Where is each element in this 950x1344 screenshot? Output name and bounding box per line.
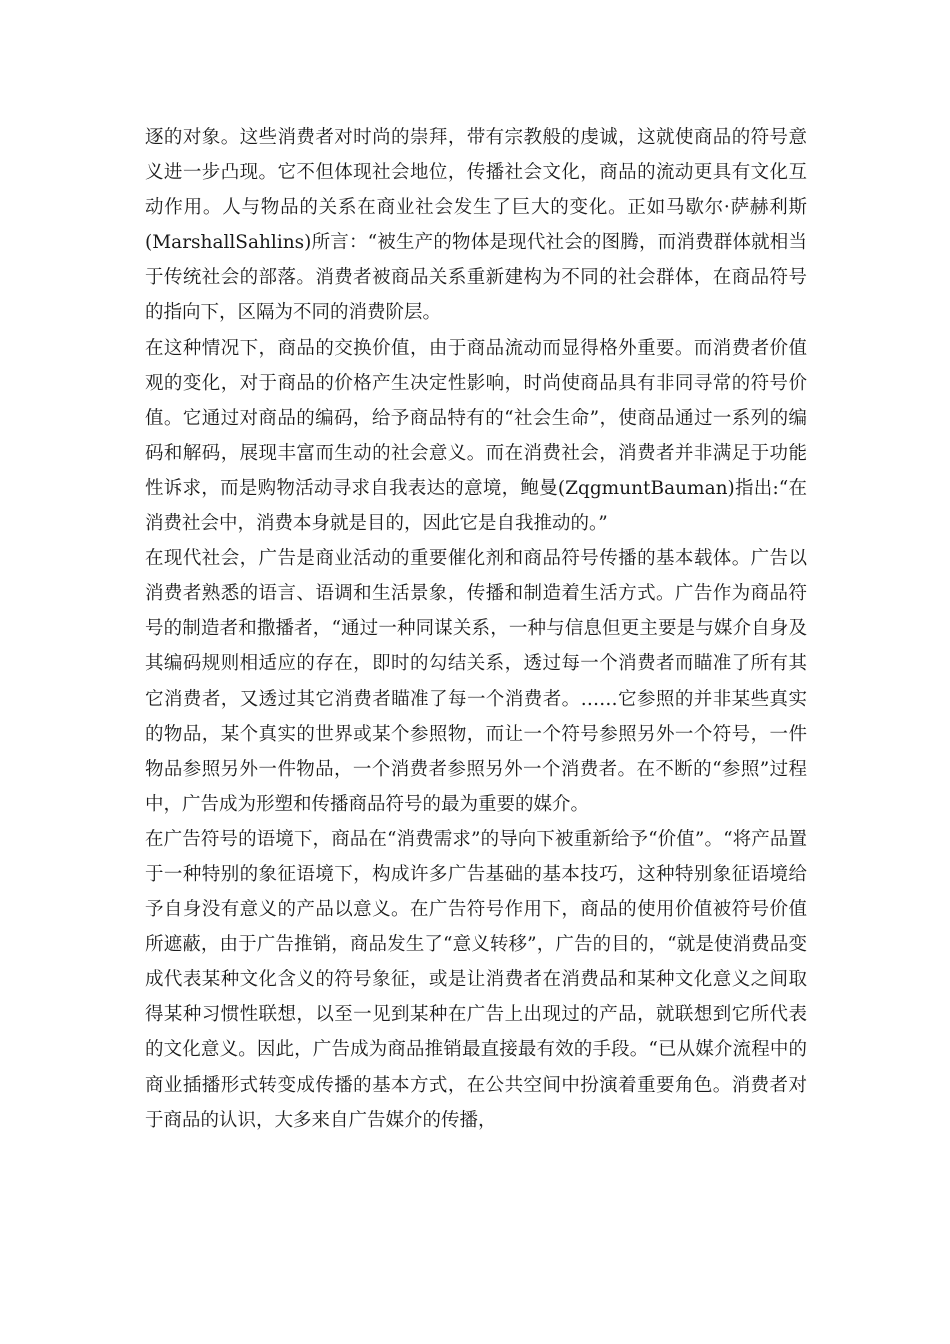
paragraph-1: 逐的对象。这些消费者对时尚的崇拜，带有宗教般的虔诚，这就使商品的符号意义进一步凸现。它不但体现社会地位，传播社会文化，商品的流动更具有文化互动作用。人与物品的关系在商业社会发生了巨大的变化。正如马歇尔·萨赫利斯(MarshallSahlins)所言：“被生产的物体是现代社会的图腾，而消费群体就相当于传统社会的部落。消费者被商品关系重新建构为不同的社会群体，在商品符号的指向下，区隔为不同的消费阶层。 <box>145 127 807 324</box>
paragraph-3: 在现代社会，广告是商业活动的重要催化剂和商品符号传播的基本载体。广告以消费者熟悉的语言、语调和生活景象，传播和制造着生活方式。广告作为商品符号的制造者和撒播者，“通过一种同谋关系，一种与信息但更主要是与媒介自身及其编码规则相适应的存在，即时的勾结关系，透过每一个消费者而瞄准了所有其它消费者，又透过其它消费者瞄准了每一个消费者。……它参照的并非某些真实的物品，某个真实的世界或某个参照物，而让一个符号参照另外一个符号，一件物品参照另外一件物品，一个消费者参照另外一个消费者。在不断的“参照”过程中，广告成为形塑和传播商品符号的最为重要的媒介。 <box>145 548 807 815</box>
paragraph-2: 在这种情况下，商品的交换价值，由于商品流动而显得格外重要。而消费者价值观的变化，对于商品的价格产生决定性影响，时尚使商品具有非同寻常的符号价值。它通过对商品的编码，给予商品特有的“社会生命”，使商品通过一系列的编码和解码，展现丰富而生动的社会意义。而在消费社会，消费者并非满足于功能性诉求，而是购物活动寻求自我表达的意境，鲍曼(ZqgmuntBauman)指出:“在消费社会中，消费本身就是目的，因此它是自我推动的。” <box>145 337 807 535</box>
document-body <box>145 120 807 1138</box>
paragraph-4: 在广告符号的语境下，商品在“消费需求”的导向下被重新给予“价值”。“将产品置于一种特别的象征语境下，构成许多广告基础的基本技巧，这种特别象征语境给予自身没有意义的产品以意义。在广告符号作用下，商品的使用价值被符号价值所遮蔽，由于广告推销，商品发生了“意义转移”，广告的目的，“就是使消费品变成代表某种文化含义的符号象征，或是让消费者在消费品和某种文化意义之间取得某种习惯性联想，以至一见到某种在广告上出现过的产品，就联想到它所代表的文化意义。因此，广告成为商品推销最直接最有效的手段。“已从媒介流程中的商业插播形式转变成传播的基本方式，在公共空间中扮演着重要角色。消费者对于商品的认识，大多来自广告媒介的传播， <box>145 828 807 1131</box>
